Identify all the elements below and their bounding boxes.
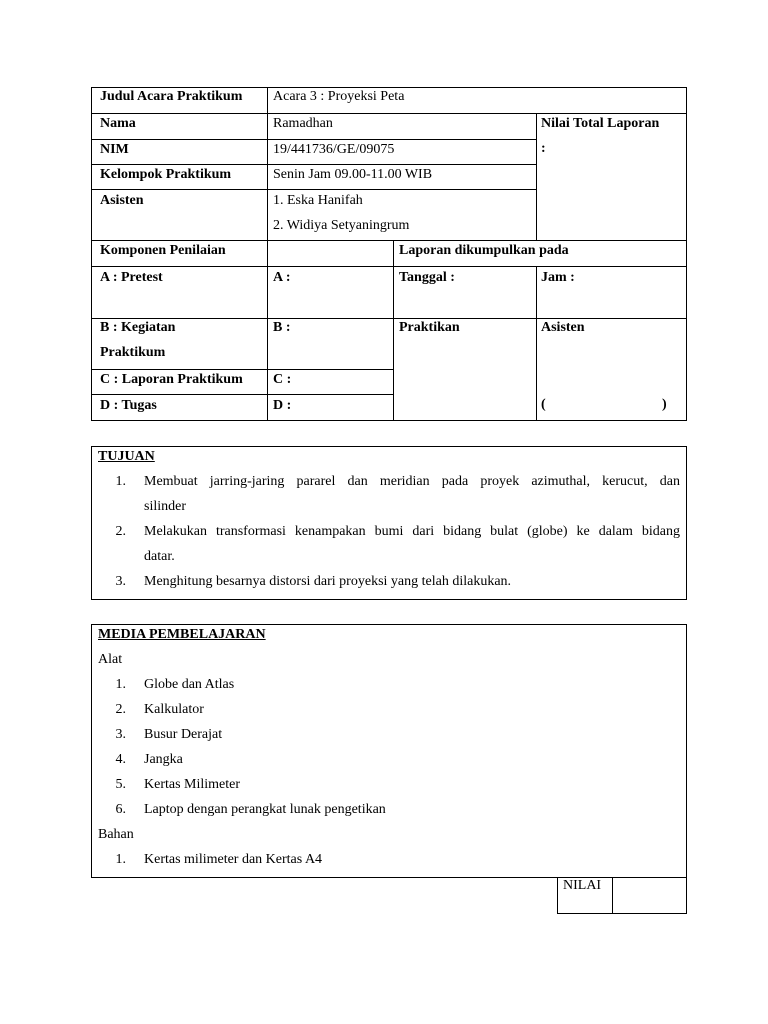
tujuan-section bbox=[91, 446, 687, 600]
kelompok-value: Senin Jam 09.00-11.00 WIB bbox=[273, 167, 433, 182]
nilai-label: NILAI bbox=[563, 878, 602, 893]
alat-item-1-num: 1. bbox=[115, 677, 126, 692]
media-section bbox=[91, 624, 687, 878]
alat-item-6-num: 6. bbox=[115, 802, 126, 817]
alat-item-4-num: 4. bbox=[115, 752, 126, 767]
tujuan-item-2-line2: datar. bbox=[144, 549, 175, 564]
alat-item-3: Busur Derajat bbox=[144, 727, 223, 742]
komponen-label: Komponen Penilaian bbox=[100, 243, 226, 258]
signature-paren-close: ) bbox=[662, 397, 667, 412]
b-label-1: B : Kegiatan bbox=[100, 320, 176, 335]
c-label: C : Laporan Praktikum bbox=[100, 372, 243, 387]
judul-value: Acara 3 : Proyeksi Peta bbox=[273, 89, 405, 104]
jam-label: Jam : bbox=[541, 270, 575, 285]
bahan-label: Bahan bbox=[98, 827, 134, 842]
nama-label: Nama bbox=[100, 116, 136, 131]
alat-item-4: Jangka bbox=[144, 752, 183, 767]
nilai-total-colon: : bbox=[541, 141, 546, 156]
tujuan-item-2-line1: Melakukan transformasi kenampakan bumi dari bidang bulat (globe) ke dalam bidang bbox=[144, 524, 680, 539]
tujuan-item-3-line1: Menghitung besarnya distorsi dari proyeksi yang telah dilakukan. bbox=[144, 574, 512, 589]
nama-value: Ramadhan bbox=[273, 116, 333, 131]
alat-item-5: Kertas Milimeter bbox=[144, 777, 241, 792]
tujuan-item-1-num: 1. bbox=[115, 474, 126, 489]
nim-value: 19/441736/GE/09075 bbox=[273, 142, 395, 157]
tujuan-item-1-line1: Membuat jarring-jaring pararel dan meridian pada proyek azimuthal, kerucut, dan bbox=[144, 474, 680, 489]
asisten-2: 2. Widiya Setyaningrum bbox=[273, 218, 410, 233]
nilai-total-label: Nilai Total Laporan bbox=[541, 116, 660, 131]
tanggal-label: Tanggal : bbox=[399, 270, 455, 285]
d-label: D : Tugas bbox=[100, 398, 157, 413]
tujuan-title: TUJUAN bbox=[98, 449, 155, 464]
asisten-label: Asisten bbox=[100, 193, 144, 208]
alat-item-2-num: 2. bbox=[115, 702, 126, 717]
alat-item-3-num: 3. bbox=[115, 727, 126, 742]
signature-paren-open: ( bbox=[541, 397, 546, 412]
bahan-item-1-num: 1. bbox=[115, 852, 126, 867]
b-label-2: Praktikum bbox=[100, 345, 166, 360]
nim-label: NIM bbox=[100, 142, 129, 157]
asisten-1: 1. Eska Hanifah bbox=[273, 193, 363, 208]
tujuan-item-1-line2: silinder bbox=[144, 499, 186, 514]
judul-label: Judul Acara Praktikum bbox=[100, 89, 243, 104]
alat-item-2: Kalkulator bbox=[144, 702, 204, 717]
media-title: MEDIA PEMBELAJARAN bbox=[98, 627, 266, 642]
kelompok-label: Kelompok Praktikum bbox=[100, 167, 232, 182]
alat-item-1: Globe dan Atlas bbox=[144, 677, 235, 692]
praktikan-label: Praktikan bbox=[399, 320, 460, 335]
c-value: C : bbox=[273, 372, 292, 387]
a-value: A : bbox=[273, 270, 291, 285]
b-value: B : bbox=[273, 320, 291, 335]
a-label: A : Pretest bbox=[100, 270, 163, 285]
laporan-label: Laporan dikumpulkan pada bbox=[399, 243, 569, 258]
alat-item-6: Laptop dengan perangkat lunak pengetikan bbox=[144, 802, 386, 817]
d-value: D : bbox=[273, 398, 292, 413]
alat-item-5-num: 5. bbox=[115, 777, 126, 792]
tujuan-item-2-num: 2. bbox=[115, 524, 126, 539]
asisten-sign-label: Asisten bbox=[541, 320, 585, 335]
alat-label: Alat bbox=[98, 652, 123, 667]
tujuan-item-3-num: 3. bbox=[115, 574, 126, 589]
bahan-item-1: Kertas milimeter dan Kertas A4 bbox=[144, 852, 323, 867]
